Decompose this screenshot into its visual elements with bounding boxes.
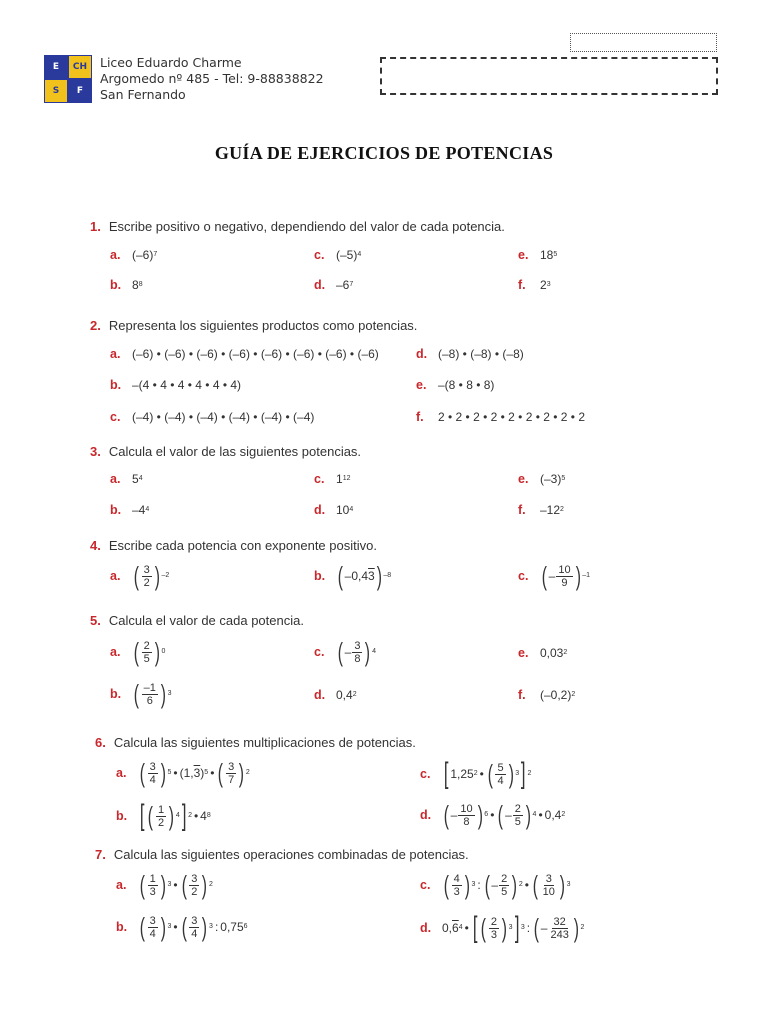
q1-item-c: c. (–5) 4 xyxy=(314,248,362,262)
question-1: 1. Escribe positivo o negativo, dependiendo del valor de cada potencia. xyxy=(90,219,505,234)
q3-item-d: d. 10 4 xyxy=(314,503,354,517)
q3-item-b: b. –4 4 xyxy=(110,503,150,517)
q2-item-e: e. –(8 • 8 • 8) xyxy=(416,378,495,392)
q5-item-a: a. ( $\frac{2}{5}$ ) 0 xyxy=(110,637,166,667)
school-name: Liceo Eduardo Charme xyxy=(100,55,242,70)
q6-item-a: a. ( $\frac{3}{4}$ ) 5 • (1, 3 ) 5 • ( $\frac{3}{7}$ ) 2 xyxy=(116,758,250,788)
q1-item-f: f. 2 3 xyxy=(518,278,551,292)
q5-item-e: e. 0,03 2 xyxy=(518,646,568,660)
q6-item-d: d. ( – $\frac{10}{8}$ ) 6 • ( – $\frac{2}{5}$ ) 4 • 0,4 2 xyxy=(420,800,566,830)
question-7: 7. Calcula las siguientes operaciones combinadas de potencias. xyxy=(95,847,469,862)
q4-item-a: a. ( $\frac{3}{2}$ ) –2 xyxy=(110,561,170,591)
q5-item-d: d. 0,4 2 xyxy=(314,688,357,702)
q1-item-d: d. –6 7 xyxy=(314,278,354,292)
question-6: 6. Calcula las siguientes multiplicaciones de potencias. xyxy=(95,735,416,750)
question-5: 5. Calcula el valor de cada potencia. xyxy=(90,613,304,628)
logo-letter: F xyxy=(76,86,84,96)
question-2: 2. Representa los siguientes productos como potencias. xyxy=(90,318,418,333)
q2-item-d: d. (–8) • (–8) • (–8) xyxy=(416,347,524,361)
q6-item-c: c. [ 1,25 2 • ( $\frac{5}{4}$ ) 3 ] 2 xyxy=(420,757,532,790)
q3-item-a: a. 5 4 xyxy=(110,472,143,486)
school-info xyxy=(100,55,324,103)
q2-item-b: b. –(4 • 4 • 4 • 4 • 4 • 4) xyxy=(110,378,242,392)
school-address: Argomedo nº 485 - Tel: 9-88838822 xyxy=(100,71,324,86)
q7-item-c: c. ( $\frac{4}{3}$ ) 3 : ( – $\frac{2}{5}$ ) 2 • ( $\frac{3}{10}$ ) 3 xyxy=(420,870,571,900)
q6-item-b: b. [ ( $\frac{1}{2}$ ) 4 ] 2 • 4 8 xyxy=(116,799,211,832)
q7-item-a: a. ( $\frac{1}{3}$ ) 3 • ( $\frac{3}{2}$ ) 2 xyxy=(116,870,213,900)
school-city: San Fernando xyxy=(100,87,186,102)
name-field-box[interactable] xyxy=(380,57,718,95)
q4-item-c: c. ( – $\frac{10}{9}$ ) –1 xyxy=(518,561,591,591)
q7-item-b: b. ( $\frac{3}{4}$ ) 3 • ( $\frac{3}{4}$ ) 3 : 0,75 6 xyxy=(116,912,248,942)
small-dashed-box xyxy=(570,33,717,52)
question-4: 4. Escribe cada potencia con exponente positivo. xyxy=(90,538,377,553)
q2-item-a: a. (–6) • (–6) • (–6) • (–6) • (–6) • (–6) • (–6) • (–6) xyxy=(110,347,379,361)
q5-item-b: b. ( $\frac{-1}{6}$ ) 3 xyxy=(110,679,172,709)
page-title: GUÍA DE EJERCICIOS DE POTENCIAS xyxy=(214,143,554,163)
q2-item-c: c. (–4) • (–4) • (–4) • (–4) • (–4) • (–4) xyxy=(110,410,315,424)
q3-item-c: c. 1 12 xyxy=(314,472,351,486)
logo-letter: CH xyxy=(69,56,91,78)
q3-item-e: e. (–3) 5 xyxy=(518,472,566,486)
logo-letter: E xyxy=(52,62,60,72)
school-logo xyxy=(44,55,92,103)
q4-item-b: b. ( –0,4 3 ) –8 xyxy=(314,561,392,591)
question-3: 3. Calcula el valor de las siguientes potencias. xyxy=(90,444,362,459)
q1-item-b: b. 8 8 xyxy=(110,278,143,292)
q5-item-f: f. (–0,2) 2 xyxy=(518,688,576,702)
q1-item-a: a. (–6) 7 xyxy=(110,248,158,262)
q1-item-e: e. 18 5 xyxy=(518,248,558,262)
q5-item-c: c. ( – $\frac{3}{8}$ ) 4 xyxy=(314,637,377,667)
q2-item-f: f. 2 • 2 • 2 • 2 • 2 • 2 • 2 • 2 • 2 xyxy=(416,410,586,424)
logo-letter: S xyxy=(45,80,67,102)
q3-item-f: f. –12 2 xyxy=(518,503,564,517)
q7-item-d: d. 0, 6 4 • [ ( $\frac{2}{3}$ ) 3 ] 3 : ( – $\frac{32}{243}$ ) 2 xyxy=(420,911,585,944)
